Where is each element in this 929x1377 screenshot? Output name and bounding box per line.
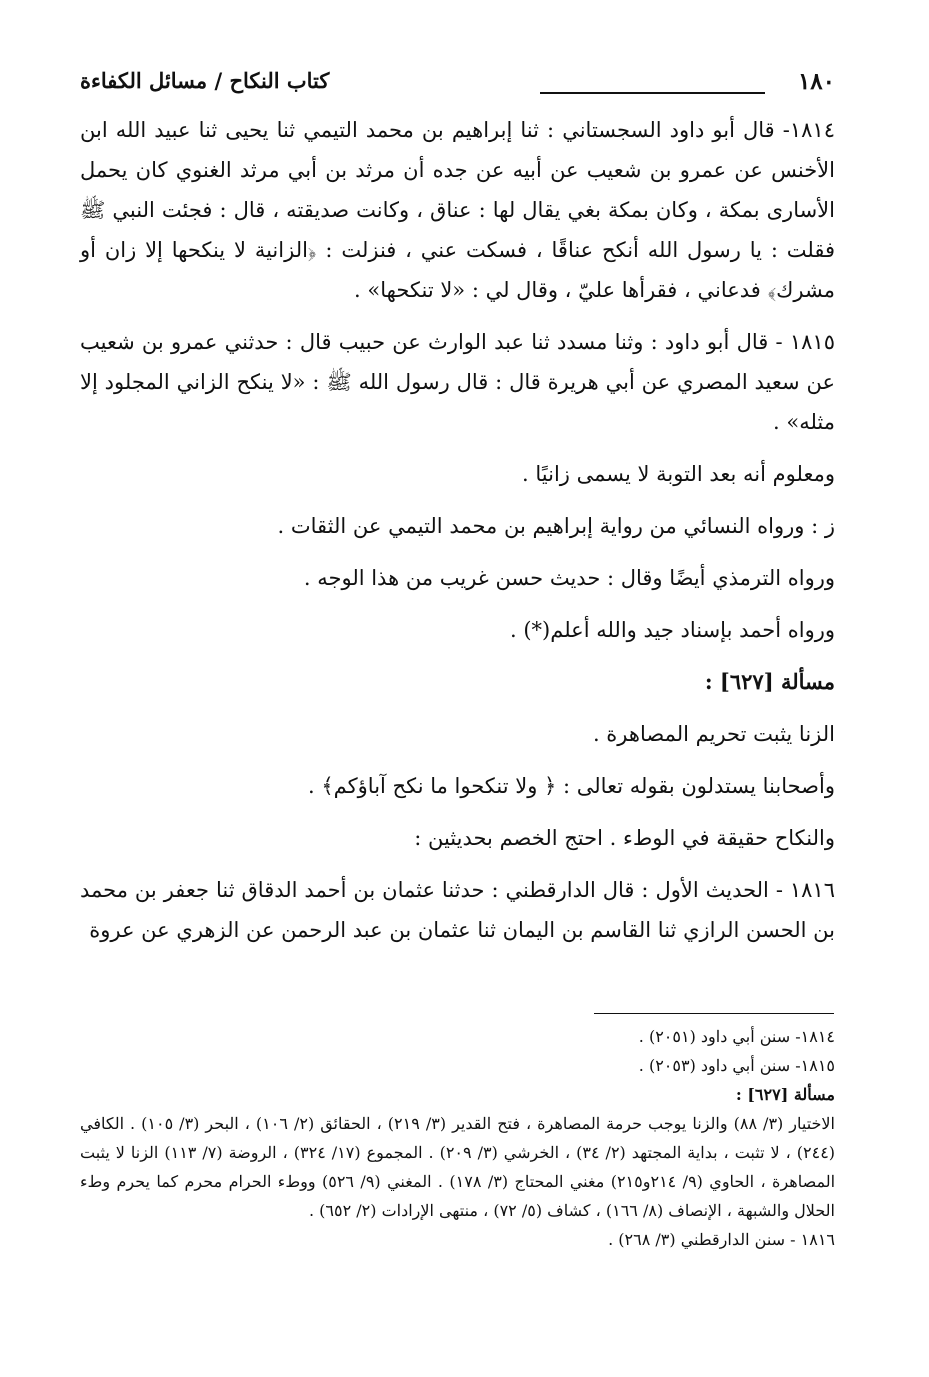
hadith-1814: ١٨١٤- قال أبو داود السجستاني : ثنا إبراهيم بن محمد التيمي ثنا يحيى ثنا عبيد الله ابن الأخنس عن عمرو بن شعيب عن أبيه عن جده أن مرثد بن أبي مرثد الغنوي كان يحمل الأسارى بمكة ، وكان بمكة بغي يقال لها : عناق ، وكانت صديقته ، قال : فجئت النبي ﷺ فقلت : يا رسول الله أنكح عناقًا ، فسكت عني ، فنزلت : ﴿الزانية لا ينكحها إلا زان أو مشرك﴾ فدعاني ، فقرأها عليّ ، وقال لي : «لا تنكحها» . [80, 118, 835, 302]
hadith-1816: ١٨١٦ - الحديث الأول : قال الدارقطني : حدثنا عثمان بن أحمد الدقاق ثنا جعفر بن محمد بن الحسن الرازي ثنا القاسم بن اليمان ثنا عثمان بن عبد الرحمن عن الزهري عن عروة [80, 878, 835, 942]
footnote-masala-refs: الاختيار (٣/ ٨٨) والزنا يوجب حرمة المصاهرة ، فتح القدير (٣/ ٢١٩) ، الحقائق (٢/ ١٠٦) ، البحر (٣/ ١٠٥) . الكافي (٢٤٤) ، لا تثبت ، بداية المجتهد (٢/ ٣٤) ، الخرشي (٣/ ٢٠٩) . المجموع (١٧/ ٣٢٤) ، الروضة (٧/ ١١٣) الزنا لا يثبت المصاهرة ، الحاوي (٩/ ٢١٤و٢١٥) مغني المحتاج (٣/ ١٧٨) . المغني (٩/ ٥٢٦) ووطء الحرام محرم كما يحرم وطء الحلال والشبهة ، الإنصاف (٨/ ١٦٦) ، كشاف (٥/ ٧٢) ، منتهى الإرادات (٢/ ٦٥٢) . [80, 1114, 836, 1220]
main-text [80, 110, 835, 950]
masala-heading: مسألة [٦٢٧] : [704, 669, 835, 694]
footnote-1815: ١٨١٥- سنن أبي داود (٢٠٥٣) . [638, 1056, 835, 1075]
paragraph-nasai: ز : ورواه النسائي من رواية إبراهيم بن محمد التيمي عن الثقات . [277, 514, 835, 538]
running-header [80, 68, 835, 108]
paragraph-tirmidhi: ورواه الترمذي أيضًا وقال : حديث حسن غريب من هذا الوجه . [303, 566, 835, 590]
footnote-1814: ١٨١٤- سنن أبي داود (٢٠٥١) . [638, 1027, 835, 1046]
footnote-1816: ١٨١٦ - سنن الدارقطني (٣/ ٢٦٨) . [608, 1230, 835, 1249]
footnote-masala-heading: مسألة [٦٢٧] : [735, 1085, 835, 1104]
footnote-rule [594, 1013, 834, 1014]
paragraph-tawba: ومعلوم أنه بعد التوبة لا يسمى زانيًا . [522, 462, 835, 486]
footnotes [80, 1022, 835, 1254]
running-title: كتاب النكاح / مسائل الكفاءة [80, 68, 330, 93]
paragraph-ashabuna: وأصحابنا يستدلون بقوله تعالى : ﴿ ولا تنكحوا ما نكح آباؤكم﴾ . [308, 774, 835, 798]
hadith-1815: ١٨١٥ - قال أبو داود : وثنا مسدد ثنا عبد الوارث عن حبيب قال : حدثني عمرو بن شعيب عن سعيد المصري عن أبي هريرة قال : قال رسول الله ﷺ : «لا ينكح الزاني المجلود إلا مثله» . [80, 330, 835, 434]
page-number: ١٨٠ [797, 68, 835, 95]
paragraph-ahmad: ورواه أحمد بإسناد جيد والله أعلم(*) . [510, 618, 835, 642]
header-rule [540, 92, 765, 94]
paragraph-nikah: والنكاح حقيقة في الوطء . احتج الخصم بحديثين : [414, 826, 835, 850]
paragraph-zina: الزنا يثبت تحريم المصاهرة . [592, 722, 835, 746]
